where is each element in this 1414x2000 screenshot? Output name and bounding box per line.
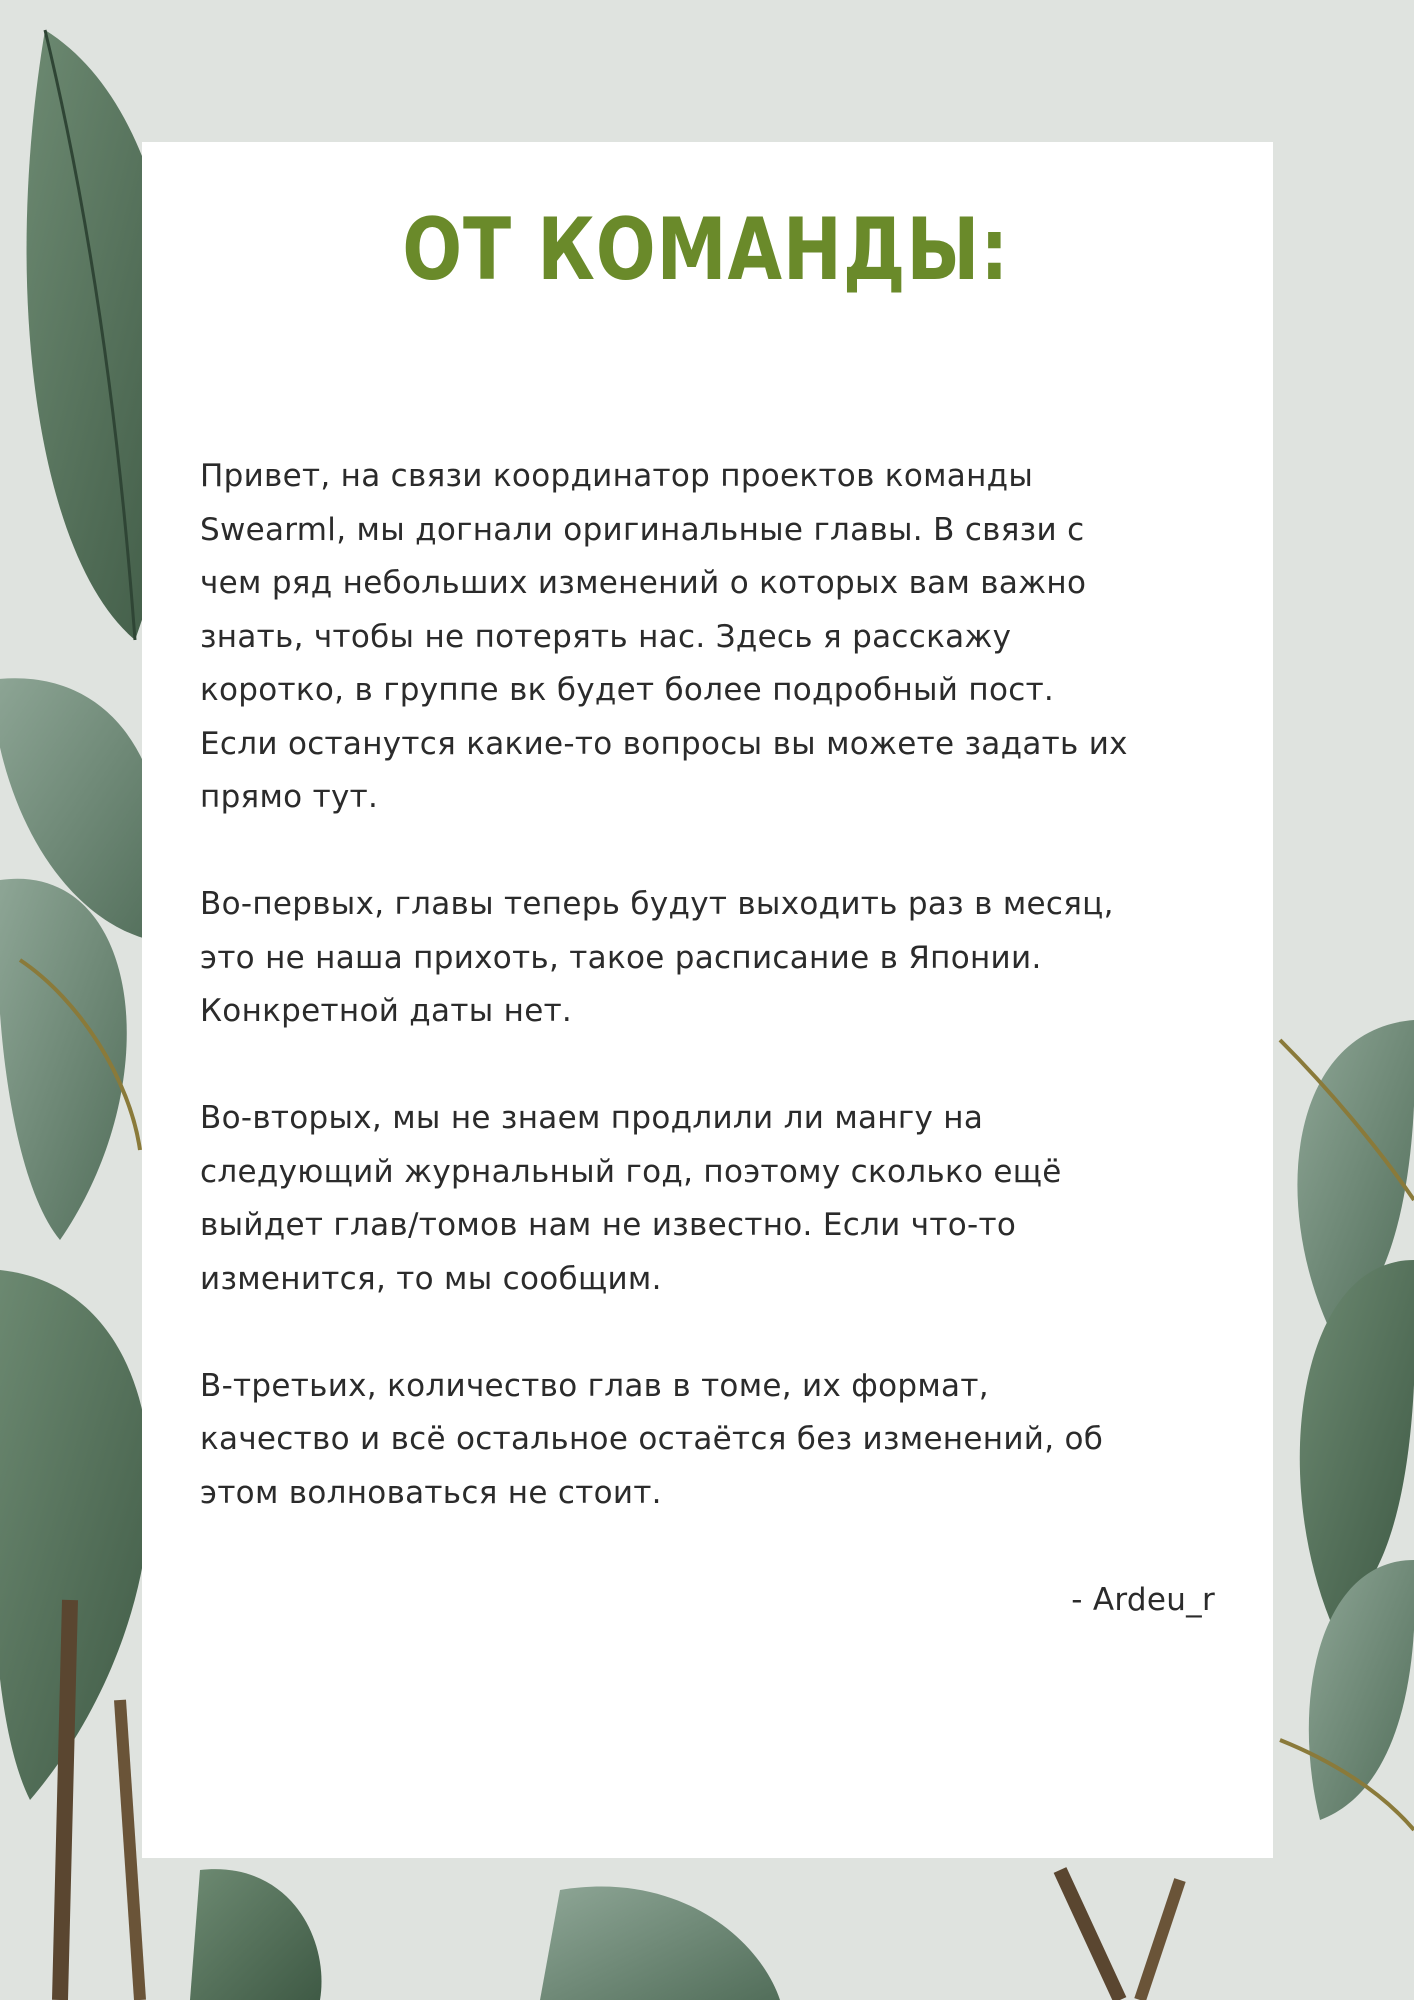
paragraph-intro: Привет, на связи координатор проектов команды Swearml, мы догнали оригинальные главы. В связи с чем ряд небольших изменений о которых вам важно знать, чтобы не потерять нас. Здесь я расскажу коротко, в группе вк будет более подробный пост. Если останутся какие-то вопросы вы можете задать их прямо тут.	[200, 458, 1128, 815]
signature: - Ardeu_r	[1071, 1581, 1215, 1618]
page-title: ОТ КОМАНДЫ:	[402, 200, 1010, 300]
paragraph-third: В-третьих, количество глав в томе, их формат, качество и всё остальное остаётся без изменений, об этом волноваться не стоит.	[200, 1367, 1104, 1511]
paragraph-second: Во-вторых, мы не знаем продлили ли мангу на следующий журнальный год, поэтому сколько ещё выйдет глав/томов нам не известно. Если что-то изменится, то мы сообщим.	[200, 1100, 1062, 1297]
paragraph-first: Во-первых, главы теперь будут выходить раз в месяц, это не наша прихоть, такое расписание в Японии. Конкретной даты нет.	[200, 886, 1114, 1029]
message-body	[200, 450, 1215, 1627]
